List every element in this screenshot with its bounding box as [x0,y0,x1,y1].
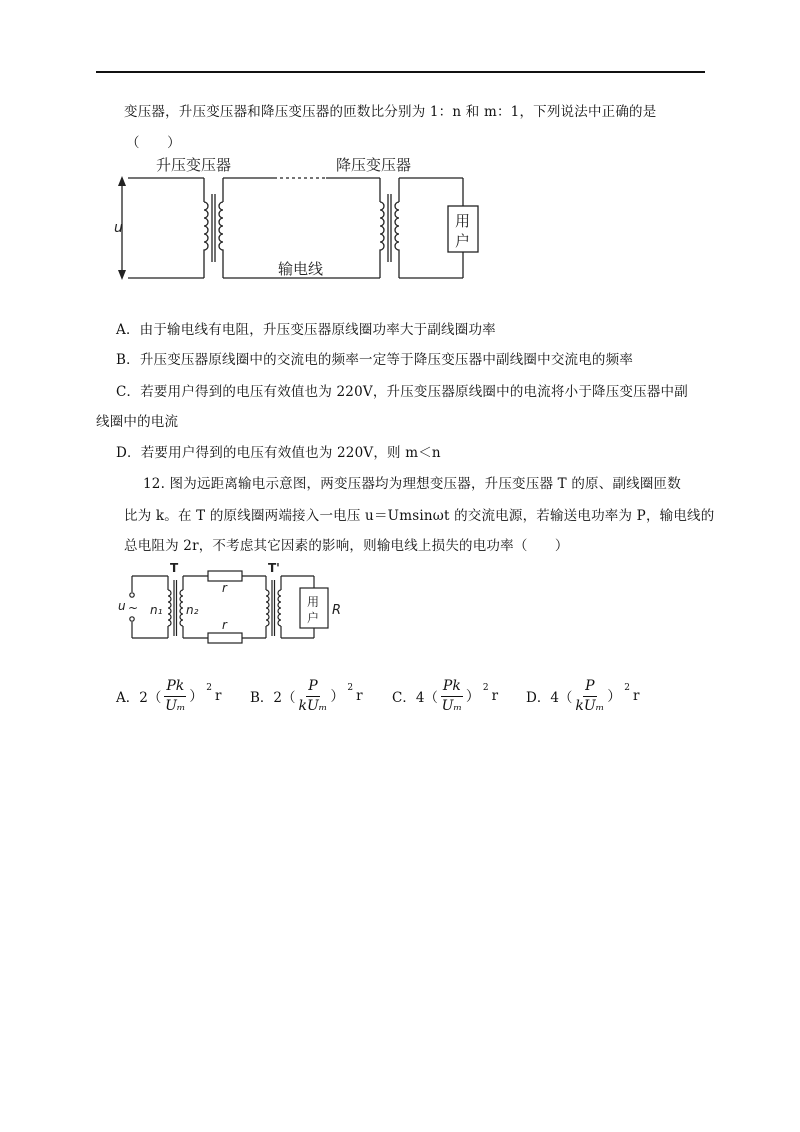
q12-option-c [392,672,498,720]
q11-stem-line1: 变压器，升压变压器和降压变压器的匝数比分别为 1：n 和 m：1，下列说法中正确的是 [124,104,657,120]
label-u: u [118,599,126,613]
q11-option-c-line2: 线圈中的电流 [96,414,179,430]
q11-option-c-line1: C．若要用户得到的电压有效值也为 220V，升压变压器原线圈中的电流将小于降压变压器中副 [116,384,688,400]
label-user-2: 户 [307,611,320,625]
label-r-bottom: r [222,618,227,632]
option-suffix: r [214,688,222,704]
label-n1: n₁ [150,603,163,617]
option-prefix: B．2（ [250,690,296,706]
q12-stem-line3: 总电阻为 2r，不考虑其它因素的影响，则输电线上损失的电功率（ ） [124,538,569,554]
label-user-1: 用 [307,595,320,609]
label-step-up: 升压变压器 [156,156,232,174]
q12-option-d [526,672,640,720]
label-T-prime: T' [268,562,280,575]
fraction [299,679,328,713]
close-paren: ） [465,689,480,705]
close-paren: ） [607,689,622,705]
header-rule [96,71,705,73]
q11-stem-line2: （ ） [126,135,181,151]
q12-option-b [250,672,363,720]
label-step-down: 降压变压器 [336,156,412,174]
label-T: T [170,562,179,575]
q12-stem-line1: 12. 图为远距离输电示意图，两变压器均为理想变压器，升压变压器 T 的原、副线圈匝数 [143,476,681,492]
label-user-1: 用 [455,212,471,230]
option-prefix: C．4（ [392,690,438,706]
option-prefix: A．2（ [116,690,162,706]
option-suffix: r [491,688,499,704]
exponent: 2 [482,683,489,693]
q11-transmission-diagram [108,150,488,290]
q12-circuit-diagram [108,562,348,654]
q11-option-b: B．升压变压器原线圈中的交流电的频率一定等于降压变压器中副线圈中交流电的频率 [116,352,634,368]
fraction [575,679,604,713]
fraction [441,679,463,713]
q12-stem-line2: 比为 k。在 T 的原线圈两端接入一电压 u＝Umsinωt 的交流电源，若输送电功率为 P，输电线的 [124,508,715,524]
option-suffix: r [633,688,640,704]
fraction-numerator: Pk [441,679,463,697]
label-R: R [332,603,342,618]
fraction [164,679,186,713]
q12-option-a [116,672,221,720]
fraction-denominator: kUₘ [298,697,328,714]
option-suffix: r [356,688,363,704]
exponent: 2 [347,683,354,693]
close-paren: ） [330,689,345,705]
q11-option-a: A．由于输电线有电阻，升压变压器原线圈功率大于副线圈功率 [116,322,496,338]
fraction-numerator: P [583,679,596,697]
exponent: 2 [206,683,212,693]
close-paren: ） [189,689,204,705]
label-u: u [114,220,123,236]
option-prefix: D．4（ [526,690,573,706]
fraction-numerator: P [306,679,319,697]
label-n2: n₂ [186,603,199,617]
label-r-top: r [222,581,227,595]
fraction-denominator: kUₘ [575,697,605,714]
fraction-denominator: Uₘ [441,697,463,714]
fraction-denominator: Uₘ [165,697,186,714]
fraction-numerator: Pk [164,679,186,697]
exponent: 2 [624,683,631,693]
label-user-2: 户 [455,232,471,250]
label-tilde: ~ [128,601,139,615]
q11-option-d: D．若要用户得到的电压有效值也为 220V，则 m＜n [116,445,441,461]
label-line: 输电线 [278,260,324,278]
